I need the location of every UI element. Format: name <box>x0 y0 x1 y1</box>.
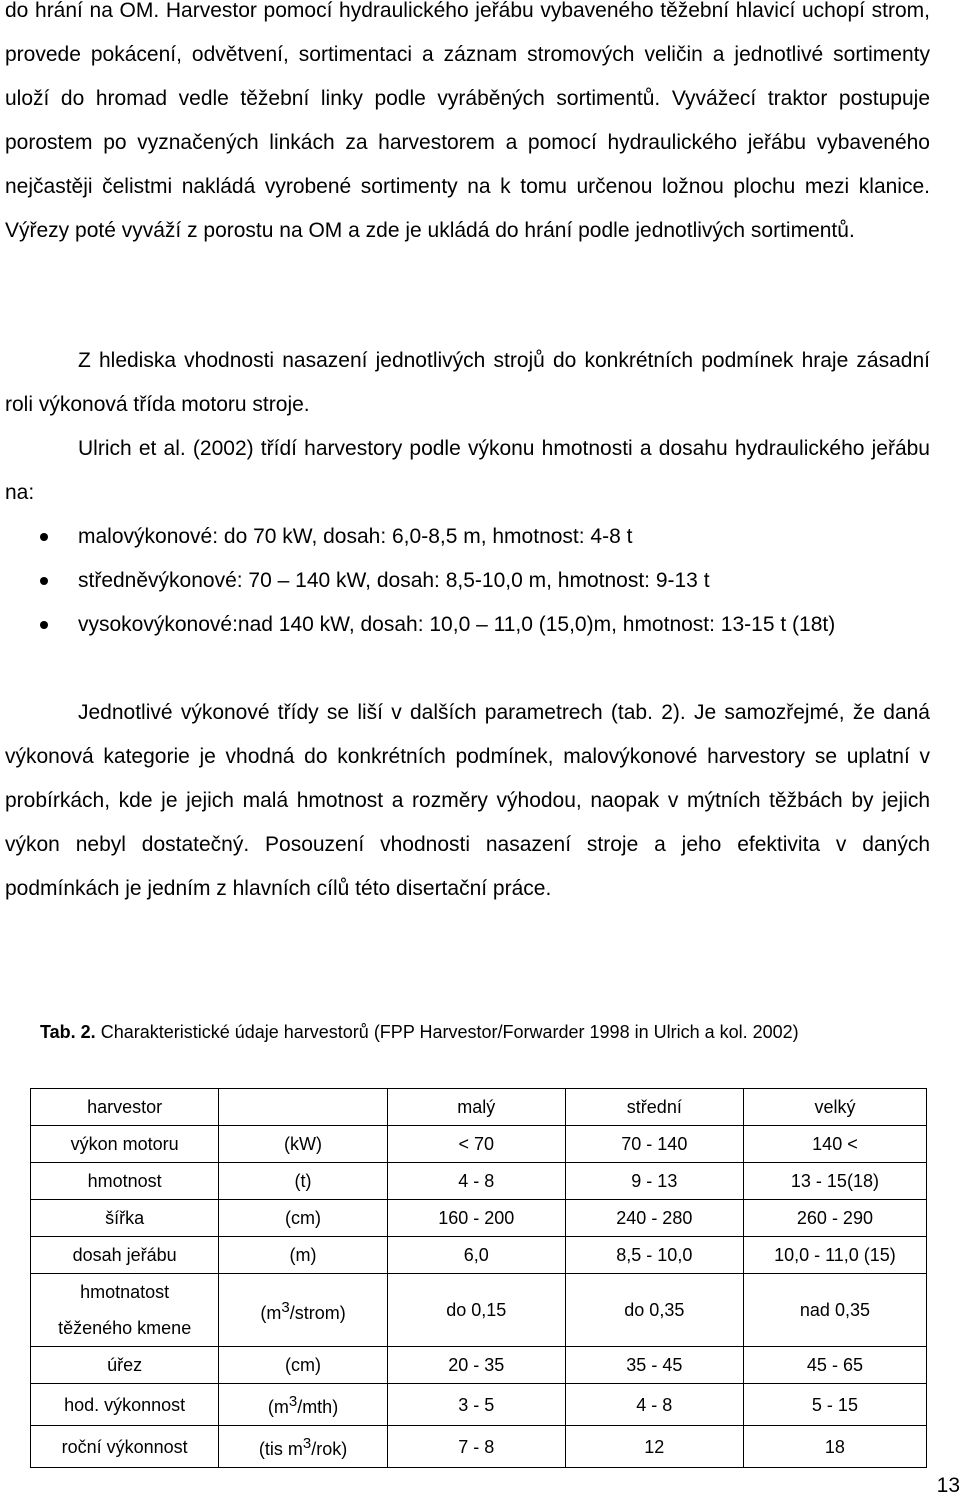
list-item <box>0 515 930 559</box>
paragraph-harvester-process: do hrání na OM. Harvestor pomocí hydraulického jeřábu vybaveného těžební hlavicí uchopí strom, provede pokácení, odvětvení, sortimentaci a záznam stromových veličin a jednotlivé sortimenty uloží do hromad vedle těžební linky podle vyráběných sortimentů. Vyvážecí traktor postupuje porostem po vyznačených linkách za harvestorem a pomocí hydraulického jeřábu vybaveného nejčastěji čelistmi nakládá vyrobené sortimenty na k tomu určenou ložnou plochu mezi klanice. Výřezy poté vyváží z porostu na OM a zde je ukládá do hrání podle jednotlivých sortimentů. <box>5 0 930 242</box>
table-row <box>31 1126 927 1163</box>
table-cell: (kW) <box>219 1126 387 1163</box>
unit-text: (tis m <box>258 1439 303 1459</box>
bullet-icon <box>40 621 48 629</box>
unit-text: (m <box>260 1302 282 1323</box>
table-cell <box>219 1426 387 1468</box>
table-cell: 8,5 - 10,0 <box>565 1237 743 1274</box>
table-cell: 5 - 15 <box>743 1384 926 1426</box>
table-row <box>31 1274 927 1347</box>
table-cell: 160 - 200 <box>387 1200 565 1237</box>
list-item <box>0 603 930 647</box>
table-cell: 240 - 280 <box>565 1200 743 1237</box>
list-item <box>0 559 930 603</box>
table-row <box>31 1237 927 1274</box>
table-row <box>31 1200 927 1237</box>
table-cell: 13 - 15(18) <box>743 1163 926 1200</box>
performance-class-list <box>0 515 930 647</box>
table-cell: roční výkonnost <box>31 1426 219 1468</box>
table-cell: hod. výkonnost <box>31 1384 219 1426</box>
table-caption-text: Charakteristické údaje harvestorů (FPP Harvestor/Forwarder 1998 in Ulrich a kol. 2002) <box>95 1022 799 1042</box>
table-cell <box>219 1384 387 1426</box>
table-cell: (t) <box>219 1163 387 1200</box>
paragraph-performance-classes: Jednotlivé výkonové třídy se liší v dalších parametrech (tab. 2). Je samozřejmé, že daná výkonová kategorie je vhodná do konkrétních podmínek, malovýkonové harvestory se uplatní v probírkách, kde je jejich malá hmotnost a rozměry výhodou, naopak v mýtních těžbách by jejich výkon nebyl dostatečný. Posouzení vhodnosti nasazení stroje a jeho efektivita v daných podmínkách je jedním z hlavních cílů této disertační práce. <box>5 701 930 900</box>
table-cell: úřez <box>31 1347 219 1384</box>
table-cell: 70 - 140 <box>565 1126 743 1163</box>
table-row <box>31 1384 927 1426</box>
table-cell: 18 <box>743 1426 926 1468</box>
table-cell: 140 < <box>743 1126 926 1163</box>
table-cell-line: těženého kmene <box>58 1318 192 1338</box>
table-row <box>31 1089 927 1126</box>
harvester-data-table <box>30 1088 927 1468</box>
paragraph-classification: Ulrich et al. (2002) třídí harvestory podle výkonu hmotnosti a dosahu hydraulického jeřábu na: <box>5 437 930 504</box>
table-cell: 12 <box>565 1426 743 1468</box>
paragraph-suitability: Z hlediska vhodnosti nasazení jednotlivých strojů do konkrétních podmínek hraje zásadní roli výkonová třída motoru stroje. <box>5 349 930 416</box>
table-row <box>31 1347 927 1384</box>
table-cell: 260 - 290 <box>743 1200 926 1237</box>
table-cell: 35 - 45 <box>565 1347 743 1384</box>
table-cell: (cm) <box>219 1347 387 1384</box>
table-cell: výkon motoru <box>31 1126 219 1163</box>
unit-superscript: 3 <box>281 1298 290 1316</box>
table-cell: (m) <box>219 1237 387 1274</box>
table-cell: 4 - 8 <box>565 1384 743 1426</box>
unit-superscript: 3 <box>288 1393 298 1410</box>
table-cell: harvestor <box>31 1089 219 1126</box>
unit-text: /mth) <box>297 1397 339 1417</box>
table-cell: hmotnost <box>31 1163 219 1200</box>
table-cell: 45 - 65 <box>743 1347 926 1384</box>
bullet-icon <box>40 533 48 541</box>
table-row <box>31 1163 927 1200</box>
list-item-text: malovýkonové: do 70 kW, dosah: 6,0-8,5 m, hmotnost: 4-8 t <box>78 525 633 548</box>
table-cell: 6,0 <box>387 1237 565 1274</box>
table-cell: 7 - 8 <box>387 1426 565 1468</box>
table-cell: < 70 <box>387 1126 565 1163</box>
page-number: 13 <box>936 1474 960 1497</box>
table-cell: 4 - 8 <box>387 1163 565 1200</box>
table-cell: 3 - 5 <box>387 1384 565 1426</box>
table-cell: šířka <box>31 1200 219 1237</box>
unit-text: (m <box>267 1397 289 1417</box>
unit-text: /rok) <box>311 1439 348 1459</box>
table-cell: (cm) <box>219 1200 387 1237</box>
unit-text: /strom) <box>289 1302 346 1323</box>
table-cell: střední <box>565 1089 743 1126</box>
table-cell: nad 0,35 <box>743 1274 926 1347</box>
table-caption <box>40 1014 880 1050</box>
table-cell: malý <box>387 1089 565 1126</box>
table-cell: velký <box>743 1089 926 1126</box>
table-row <box>31 1426 927 1468</box>
table-cell: dosah jeřábu <box>31 1237 219 1274</box>
table-cell-line: hmotnatost <box>80 1282 170 1302</box>
table-cell <box>219 1089 387 1126</box>
table-cell: do 0,15 <box>387 1274 565 1347</box>
table-cell: 20 - 35 <box>387 1347 565 1384</box>
bullet-icon <box>40 577 48 585</box>
unit-superscript: 3 <box>302 1435 312 1452</box>
table-cell: 9 - 13 <box>565 1163 743 1200</box>
table-caption-label: Tab. 2. <box>40 1022 96 1042</box>
table-cell: do 0,35 <box>565 1274 743 1347</box>
list-item-text: vysokovýkonové:nad 140 kW, dosah: 10,0 – 11,0 (15,0)m, hmotnost: 13-15 t (18t) <box>78 613 836 636</box>
table-cell <box>219 1274 387 1347</box>
table-cell <box>31 1274 219 1347</box>
table-cell: 10,0 - 11,0 (15) <box>743 1237 926 1274</box>
list-item-text: středněvýkonové: 70 – 140 kW, dosah: 8,5-10,0 m, hmotnost: 9-13 t <box>78 569 710 592</box>
